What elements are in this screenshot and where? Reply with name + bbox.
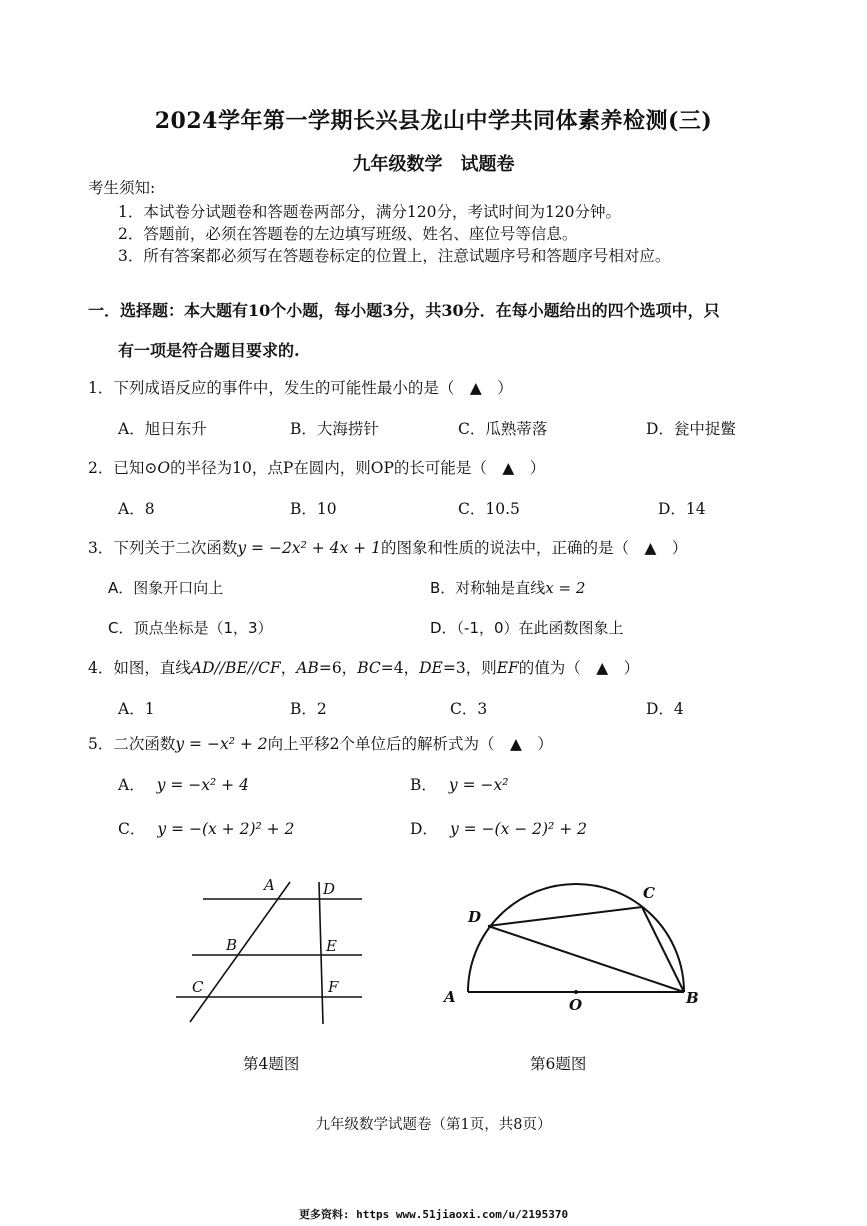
q2-stem: 2．已知⊙O的半径为10，点P在圆内，则OP的长可能是（ ▲ ） [88,459,546,477]
figure-4-caption: 第4题图 [243,1055,300,1073]
q5-formula: y = −x² + 2 [175,735,268,753]
point-label-o: O [569,996,583,1014]
circle-symbol: ⊙ [144,459,158,477]
q5-option-c: C． y = −(x + 2)² + 2 [118,820,295,838]
point-label-a: A [264,876,275,894]
section-heading-line1: 一．选择题：本大题有10个小题，每小题3分，共30分．在每小题给出的四个选项中，只 [88,301,720,320]
q4-option-c: C．3 [450,700,488,718]
q3-formula: y = −2x² + 4x + 1 [237,539,381,557]
notice-heading: 考生须知: [88,179,156,197]
exam-title: 2024学年第一学期长兴县龙山中学共同体素养检测(三) [154,108,713,134]
transversal-def [319,882,323,1024]
transversal-abc [190,882,290,1022]
figure-4-diagram [170,872,375,1032]
point-label-f: F [328,978,339,996]
chord-dc [488,907,642,926]
exam-subtitle: 九年级数学 试题卷 [352,154,515,175]
q3-option-d: D．（-1，0）在此函数图象上 [430,619,624,637]
q5-option-b: B． y = −x² [410,776,509,794]
q4-option-a: A．1 [118,700,155,718]
point-label-c: C [643,884,655,902]
point-label-c: C [192,978,204,996]
q1-option-b: B．大海捞针 [290,420,379,438]
point-label-a: A [444,988,456,1006]
point-label-d: D [323,880,336,898]
q2-option-d: D．14 [658,500,706,518]
q1-option-c: C．瓜熟蒂落 [458,420,548,438]
notice-item-2: 2．答题前，必须在答题卷的左边填写班级、姓名、座位号等信息。 [118,225,578,243]
q5-stem: 5．二次函数y = −x² + 2向上平移2个单位后的解析式为（ ▲ ） [88,735,553,753]
figure-6-caption: 第6题图 [530,1055,587,1073]
q3-stem: 3．下列关于二次函数y = −2x² + 4x + 1的图象和性质的说法中，正确的是（ ▲ ） [88,539,688,557]
q3-option-a: A．图象开口向上 [108,579,224,597]
q1-option-a: A．旭日东升 [118,420,207,438]
q5-option-a: A． y = −x² + 4 [118,776,249,794]
q1-stem: 1．下列成语反应的事件中，发生的可能性最小的是（ ▲ ） [88,379,513,397]
chord-db [488,926,684,992]
center-point-o [574,990,578,994]
figure-6-diagram [440,870,710,1020]
resource-link[interactable]: 更多资料: https www.51jiaoxi.com/u/2195370 [298,1208,569,1221]
q4-option-b: B．2 [290,700,327,718]
notice-item-3: 3．所有答案都必须写在答题卷标定的位置上，注意试题序号和答题序号相对应。 [118,247,671,265]
section-heading-line2: 有一项是符合题目要求的. [118,341,300,360]
q3-option-b: B．对称轴是直线x = 2 [430,579,586,597]
q2-option-c: C．10.5 [458,500,520,518]
q4-stem: 4．如图，直线AD//BE//CF，AB=6，BC=4，DE=3，则EF的值为（ ▲ ） [88,659,640,677]
point-label-b: B [226,936,238,954]
point-label-d: D [468,908,482,926]
q5-option-d: D． y = −(x − 2)² + 2 [410,820,587,838]
q2-option-a: A．8 [118,500,155,518]
q1-option-d: D．瓮中捉鳖 [646,420,736,438]
point-label-e: E [326,937,337,955]
point-label-b: B [686,989,699,1007]
page-footer: 九年级数学试题卷（第1页，共8页） [315,1117,552,1133]
notice-item-1: 1．本试卷分试题卷和答题卷两部分，满分120分，考试时间为120分钟。 [118,203,622,221]
q4-option-d: D．4 [646,700,684,718]
q2-option-b: B．10 [290,500,337,518]
q3-option-c: C．顶点坐标是（1，3） [108,619,273,637]
